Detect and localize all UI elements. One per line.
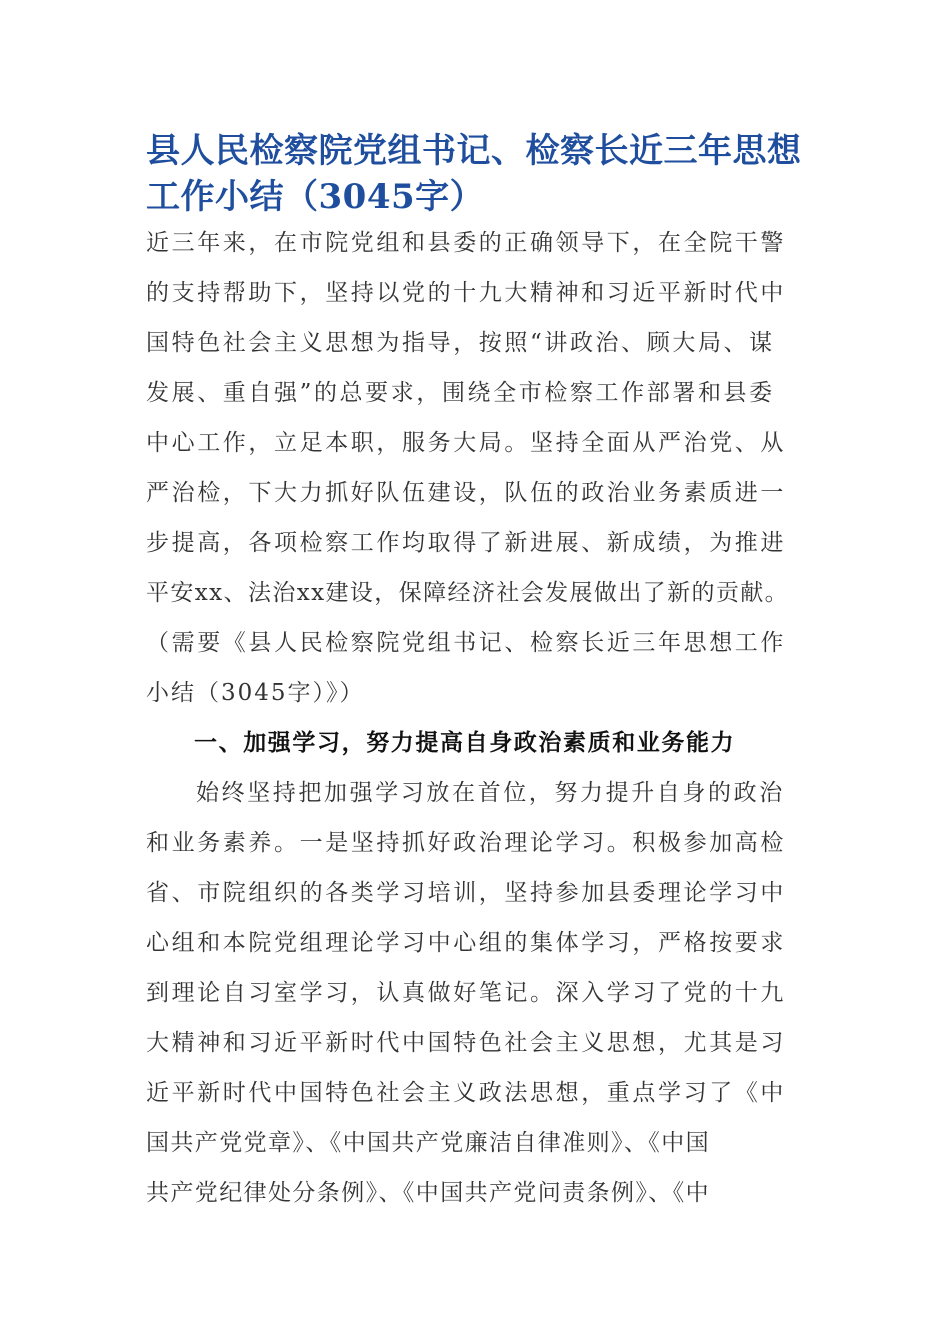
intro-line: （需要《县人民检察院党组书记、检察长近三年思想工作 [146, 630, 786, 656]
intro-line: 近三年来，在市院党组和县委的正确领导下，在全院干警 [146, 230, 786, 256]
intro-line: 中心工作，立足本职，服务大局。坚持全面从严治党、从 [146, 430, 786, 456]
section-line: 省、市院组织的各类学习培训，坚持参加县委理论学习中 [146, 880, 786, 906]
section-line: 国共产党党章》、《中国共产党廉洁自律准则》、《中国 [146, 1130, 710, 1156]
document-title [146, 128, 826, 220]
title-line: 县人民检察院党组书记、检察长近三年思想 [146, 131, 802, 171]
intro-line: 小结（3045字）》） [146, 680, 365, 706]
section-line: 到理论自习室学习，认真做好笔记。深入学习了党的十九 [146, 980, 786, 1006]
intro-line: 步提高，各项检察工作均取得了新进展、新成绩，为推进 [146, 530, 786, 556]
section-line: 共产党纪律处分条例》、《中国共产党问责条例》、《中 [146, 1180, 710, 1206]
intro-line: 严治检，下大力抓好队伍建设，队伍的政治业务素质进一 [146, 480, 786, 506]
title-line: 工作小结（3045字） [146, 177, 485, 217]
section-line: 和业务素养。一是坚持抓好政治理论学习。积极参加高检 [146, 830, 786, 856]
section-line: 始终坚持把加强学习放在首位，努力提升自身的政治 [196, 780, 785, 806]
intro-line: 平安xx、法治xx建设，保障经济社会发展做出了新的贡献。 [146, 580, 790, 606]
section-line: 心组和本院党组理论学习中心组的集体学习，严格按要求 [146, 930, 786, 956]
document-body [146, 218, 826, 1218]
section-line: 近平新时代中国特色社会主义政法思想，重点学习了《中 [146, 1080, 786, 1106]
section-line: 大精神和习近平新时代中国特色社会主义思想，尤其是习 [146, 1030, 786, 1056]
intro-line: 国特色社会主义思想为指导，按照“讲政治、顾大局、谋 [146, 330, 775, 356]
intro-line: 发展、重自强”的总要求，围绕全市检察工作部署和县委 [146, 380, 775, 406]
intro-line: 的支持帮助下，坚持以党的十九大精神和习近平新时代中 [146, 280, 786, 306]
section-heading: 一、加强学习，努力提高自身政治素质和业务能力 [194, 729, 736, 756]
